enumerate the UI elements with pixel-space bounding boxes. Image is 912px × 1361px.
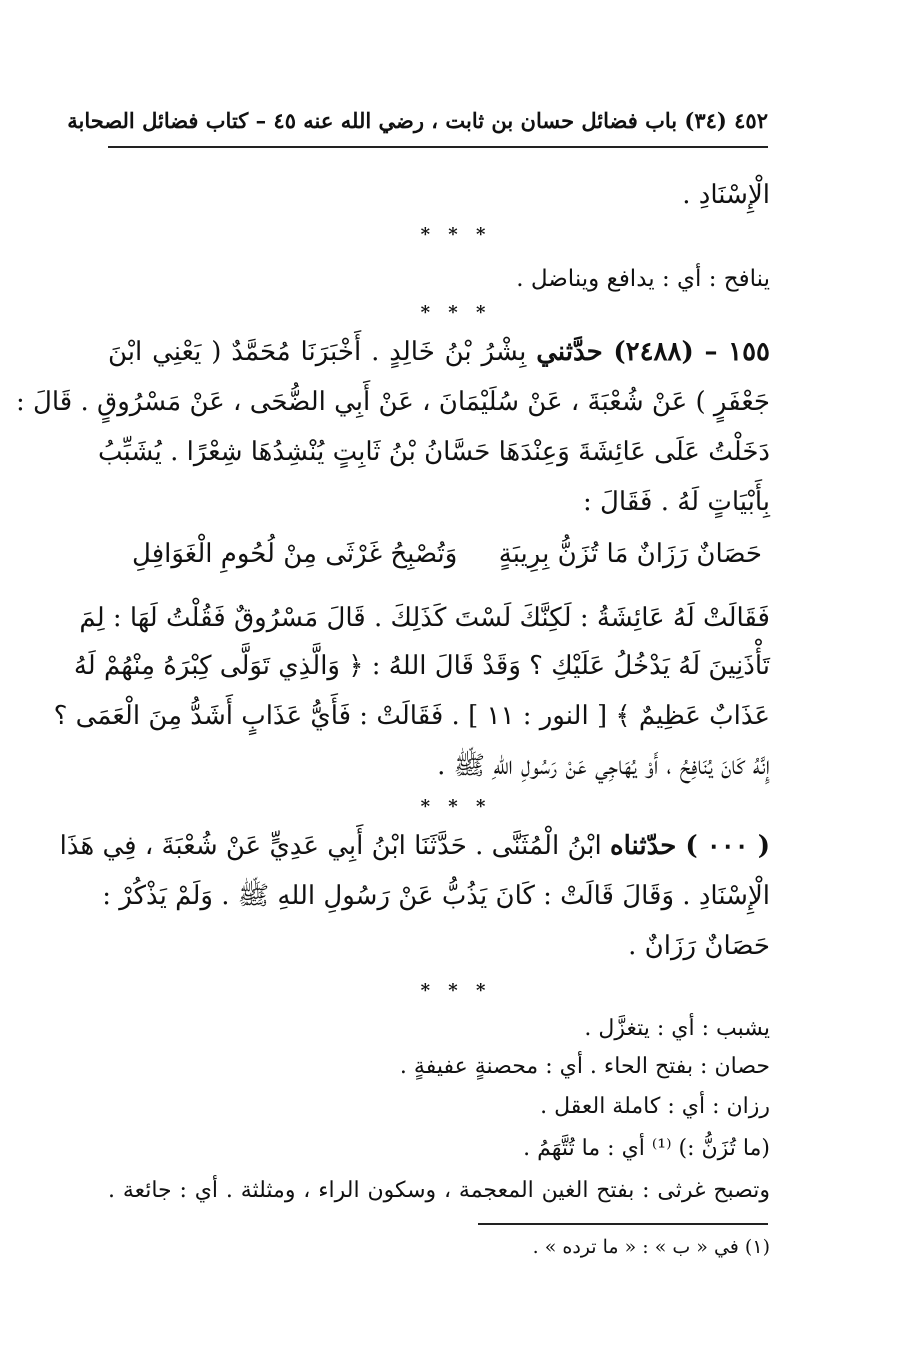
section-separator: * * * xyxy=(420,302,492,323)
section-separator: * * * xyxy=(420,224,492,245)
text-line: الْإِسْنَادِ . xyxy=(682,180,770,210)
gloss-line: رزان : أي : كاملة العقل . xyxy=(540,1094,770,1119)
hadith-number: ( ٠٠٠ ) حدّثناه xyxy=(609,831,770,861)
hadith-line: حَصَانٌ رَزَانٌ . xyxy=(628,931,770,961)
gloss-line: وتصبح غرثى : بفتح الغين المعجمة ، وسكون الراء ، ومثلثة . أي : جائعة . xyxy=(108,1178,770,1203)
section-separator: * * * xyxy=(420,796,492,817)
hadith-line: جَعْفَرٍ ) عَنْ شُعْبَةَ ، عَنْ سُلَيْمَانَ ، عَنْ أَبِي الضُّحَى ، عَنْ مَسْرُوقٍ . قَالَ : xyxy=(15,387,770,417)
hadith-number: ١٥٥ – (٢٤٨٨) حدَّثني xyxy=(536,337,771,367)
gloss-line: يشبب : أي : يتغزَّل . xyxy=(584,1016,770,1041)
hadith-line xyxy=(59,826,770,866)
hadith-line: تَأْذَنِينَ لَهُ يَدْخُلُ عَلَيْكِ ؟ وَقَدْ قَالَ اللهُ : ﴿ وَالَّذِي تَوَلَّى كِبْرَهُ مِنْهُمْ لَهُ xyxy=(73,651,770,681)
poem-verse-first: حَصَانٌ رَزَانٌ مَا تُزَنُّ بِرِيبَةٍ xyxy=(498,539,762,569)
gloss-line: حصان : بفتح الحاء . أي : محصنةٍ عفيفةٍ . xyxy=(399,1054,770,1079)
footnote: (١) في « ب » : « ما ترده » . xyxy=(532,1236,770,1258)
running-header: ٤٥٢ (٣٤) باب فضائل حسان بن ثابت ، رضي الله عنه ٤٥ – كتاب فضائل الصحابة xyxy=(67,108,768,133)
hadith-text: ابْنُ الْمُثَنَّى . حَدَّثَنَا ابْنُ أَبِي عَدِيٍّ عَنْ شُعْبَةَ ، فِي هَذَا xyxy=(59,831,602,861)
gloss-line: (ما تُزَنُّ :) ⁽¹⁾ أي : ما تُتَّهَمُ . xyxy=(523,1136,770,1161)
footnote-divider xyxy=(478,1223,768,1225)
hadith-line xyxy=(108,332,770,372)
hadith-line: بِأَبْيَاتٍ لَهُ . فَقَالَ : xyxy=(583,487,770,517)
hadith-line: عَذَابٌ عَظِيمٌ ﴾ [ النور : ١١ ] . فَقَالَتْ : فَأَيُّ عَذَابٍ أَشَدُّ مِنَ الْعَمَى ؟ xyxy=(53,701,770,731)
hadith-line: فَقَالَتْ لَهُ عَائِشَةُ : لَكِنَّكَ لَسْتَ كَذَلِكَ . قَالَ مَسْرُوقٌ فَقُلْتُ لَهَا : لِمَ xyxy=(79,603,770,633)
gloss-line: ينافح : أي : يدافع ويناضل . xyxy=(516,266,770,292)
hadith-line: الْإِسْنَادِ . وَقَالَ قَالَتْ : كَانَ يَذُبُّ عَنْ رَسُولِ اللهِ ﷺ . وَلَمْ يَذْكُرْ : xyxy=(102,881,770,911)
hadith-line: دَخَلْتُ عَلَى عَائِشَةَ وَعِنْدَهَا حَسَّانُ بْنُ ثَابِتٍ يُنْشِدُهَا شِعْرًا . يُشَبِّبُ xyxy=(98,437,770,467)
hadith-text: بِشْرُ بْنُ خَالِدٍ . أَخْبَرَنَا مُحَمَّدٌ ( يَعْنِي ابْنَ xyxy=(108,337,527,367)
hadith-line: إِنَّهُ كَانَ يُنَافِحُ ، أَوْ يُهَاجِي عَنْ رَسُولِ اللهِ ﷺ . xyxy=(437,751,770,781)
section-separator: * * * xyxy=(420,980,492,1001)
poem-verse-second: وَتُصْبِحُ غَرْثَى مِنْ لُحُومِ الْغَوَافِلِ xyxy=(132,539,458,569)
header-divider xyxy=(108,146,768,148)
